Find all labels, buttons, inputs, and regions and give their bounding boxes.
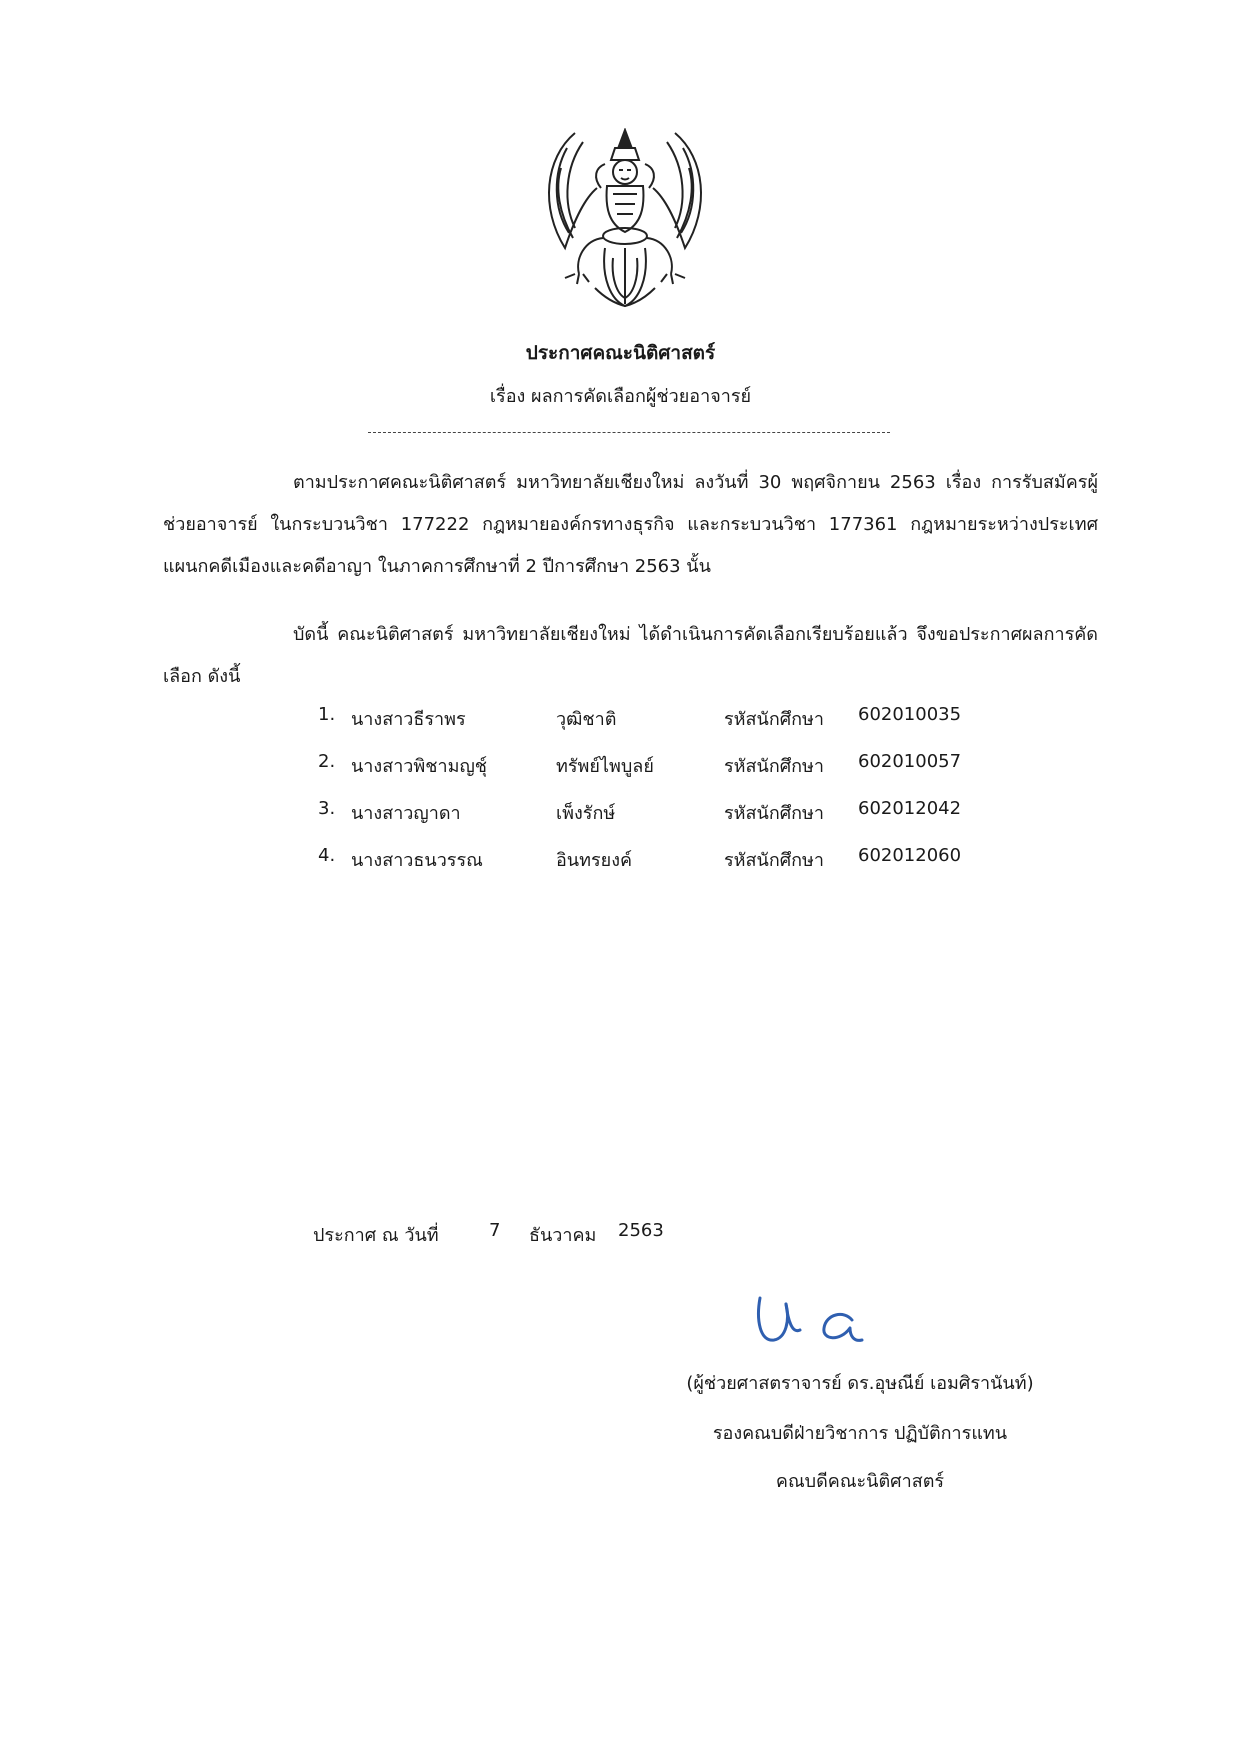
first-name: นางสาวธนวรรณ	[351, 850, 483, 871]
student-id: 602012060	[858, 845, 962, 866]
last-name: เพ็งรักษ์	[556, 803, 616, 824]
student-id-label: รหัสนักศึกษา	[724, 756, 825, 777]
date-day: 7	[489, 1220, 501, 1241]
student-id-label: รหัสนักศึกษา	[724, 803, 825, 824]
list-item	[318, 704, 1118, 751]
announcement-subject: เรื่อง ผลการคัดเลือกผู้ช่วยอาจารย์	[489, 386, 752, 407]
student-id: 602012042	[858, 798, 962, 819]
paragraph-result-intro: บัดนี้ คณะนิติศาสตร์ มหาวิทยาลัยเชียงใหม่ ได้ดำเนินการคัดเลือกเรียบร้อยแล้ว จึงขอประกาศผลการคัดเลือก ดังนี้	[163, 624, 1098, 687]
student-id-label: รหัสนักศึกษา	[724, 709, 825, 730]
item-number: 2.	[318, 751, 336, 772]
paragraph-background: ตามประกาศคณะนิติศาสตร์ มหาวิทยาลัยเชียงใหม่ ลงวันที่ 30 พฤศจิกายน 2563 เรื่อง การรับสมัครผู้ช่วยอาจารย์ ในกระบวนวิชา 177222 กฎหมายองค์กรทางธุรกิจ และกระบวนวิชา 177361 กฎหมายระหว่างประเทศแผนกคดีเมืองและคดีอาญา ในภาคการศึกษาที่ 2 ปีการศึกษา 2563 นั้น	[163, 472, 1098, 577]
date-year: 2563	[618, 1220, 664, 1241]
list-item	[318, 751, 1118, 798]
student-id: 602010035	[858, 704, 962, 725]
date-label: ประกาศ ณ วันที่	[313, 1225, 439, 1246]
handwritten-signature	[752, 1290, 872, 1350]
signatory-position-2: คณบดีคณะนิติศาสตร์	[775, 1471, 945, 1492]
item-number: 3.	[318, 798, 336, 819]
signatory-name: (ผู้ช่วยศาสตราจารย์ ดร.อุษณีย์ เอมศิรานันท์)	[686, 1373, 1034, 1394]
date-month: ธันวาคม	[529, 1225, 597, 1246]
last-name: ทรัพย์ไพบูลย์	[556, 756, 654, 777]
last-name: อินทรยงค์	[556, 850, 633, 871]
first-name: นางสาวธีราพร	[351, 709, 466, 730]
announcement-title: ประกาศคณะนิติศาสตร์	[525, 342, 716, 364]
first-name: นางสาวพิชามญชุ์	[351, 756, 488, 777]
item-number: 4.	[318, 845, 336, 866]
list-item	[318, 798, 1118, 845]
student-id: 602010057	[858, 751, 962, 772]
first-name: นางสาวญาดา	[351, 803, 461, 824]
garuda-emblem-icon	[535, 128, 715, 310]
results-list	[318, 704, 1118, 892]
dashed-divider	[368, 432, 890, 433]
last-name: วุฒิชาติ	[556, 709, 617, 730]
student-id-label: รหัสนักศึกษา	[724, 850, 825, 871]
list-item	[318, 845, 1118, 892]
item-number: 1.	[318, 704, 336, 725]
signatory-position: รองคณบดีฝ่ายวิชาการ ปฏิบัติการแทน	[712, 1423, 1008, 1444]
